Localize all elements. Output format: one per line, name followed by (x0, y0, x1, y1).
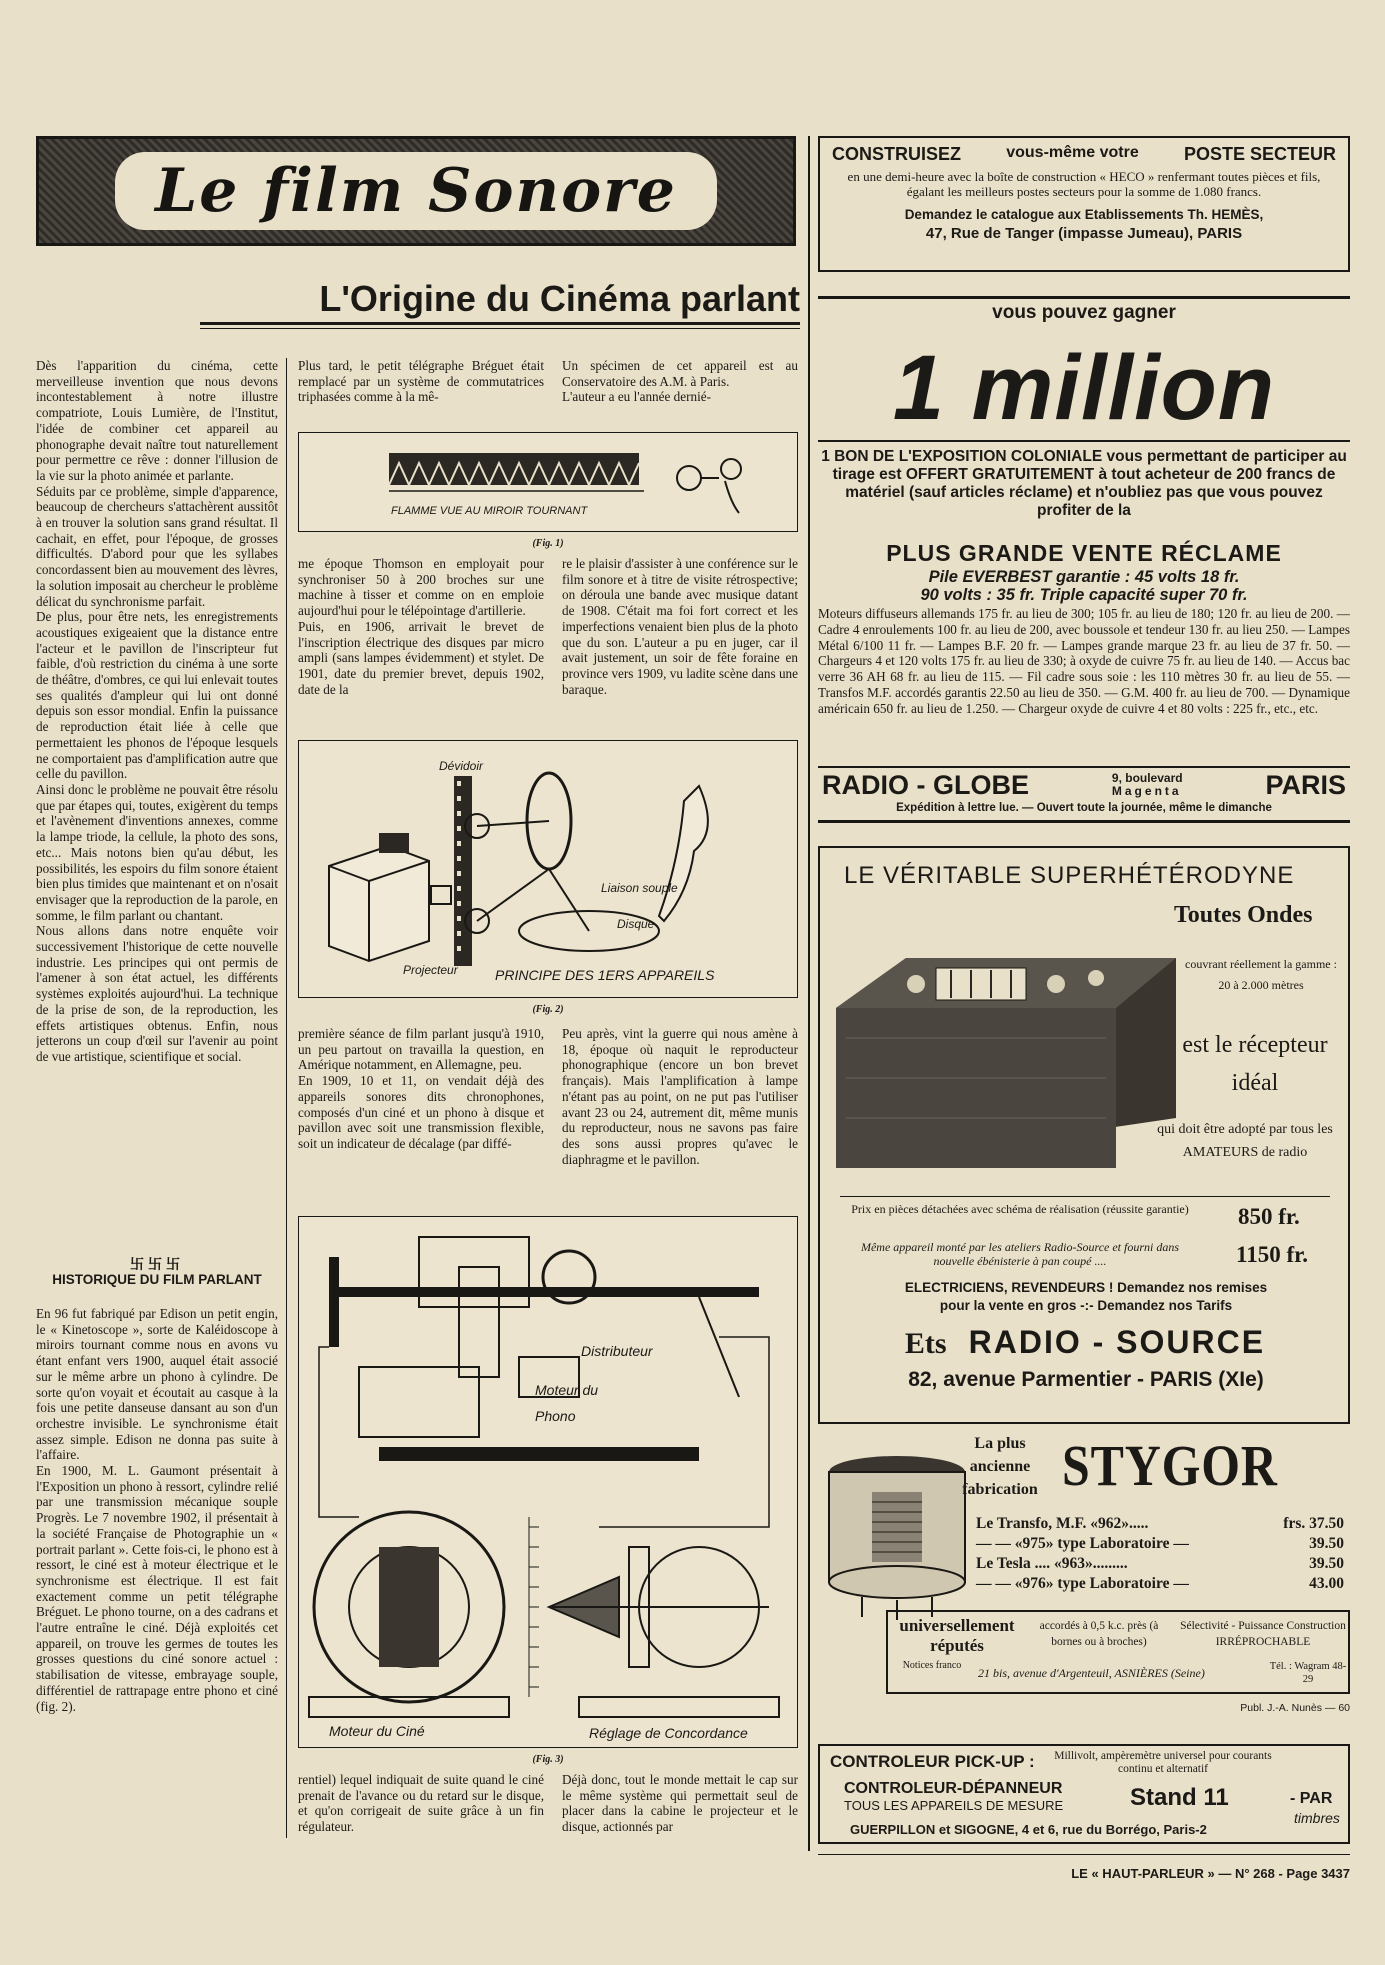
fig2-label-devidoir: Dévidoir (439, 759, 484, 773)
globe-address-top: 9, boulevard (1111, 771, 1183, 785)
globe-city: PARIS (1265, 769, 1346, 800)
source-brand: RADIO - SOURCE (968, 1324, 1266, 1360)
stygor-row (976, 1534, 1344, 1554)
title-rule (200, 322, 800, 325)
stygor-notices: Notices franco (902, 1660, 962, 1671)
stygor-la-plus: La plus ancienne fabrication (962, 1435, 1038, 1498)
source-kit-desc: Prix en pièces détachées avec schéma de réalisation (réussite garantie) (851, 1202, 1189, 1216)
article-col1-part2: En 96 fut fabriqué par Edison un petit engin, le « Kinetoscope », sorte de Kaléidoscope à miroirs tournant comme nous en avons vu étant enfant vers 1900, auquel était associé sur le même arbre un phono à cylindre. De sorte qu'on voyait et écoutait au casque à la fois une petite danseuse dansant au son d'un orchestre invisible. Le synchronisme était assez simple. Edison ne donna pas suite à l'affaire. En 1900, M. L. Gaumont présentait à l'Exposition un phono à ressort, cylindre relié par une transmission mécanique souple Progrès. Le 7 novembre 1902, il présentait à la société Française de Photographie un « portrait parlant ». Cette fois-ci, le phono est à ressort, le ciné est à moteur électrique et le synchronisme est électrique. Il est fait exactement comme un petit télégraphe Bréguet. Le phono tourne, on a des cadrans et l'autre entraîne le ciné. Déjà exploités cet appareil, on trouve les germes de toutes les grosses questions du ciné sonore actuel : stabilisation de vitesse, embrayage souple, différentiel de rattrapage entre phono et ciné (fig. 2). (36, 1306, 278, 1714)
fig2-drawing (299, 741, 799, 999)
source-address: 82, avenue Parmentier - PARIS (XIe) (908, 1368, 1264, 1391)
guerpillon-cut-par: - PAR (1290, 1790, 1333, 1807)
article-title: L'Origine du Cinéma parlant (319, 278, 800, 319)
article-col3-top: Un spécimen de cet appareil est au Conservatoire des A.M. à Paris. L'auteur a eu l'année dernié- (562, 358, 798, 405)
stygor-row-price: 37.50 (1309, 1515, 1344, 1532)
article-col2-mid: me époque Thomson en employait pour synchroniser 50 à 200 broches sur une machine à tisser et comme on en emploie aujourd'hui pour le télépointage d'artillerie. Puis, en 1906, arrivait le brevet de l'inscription électrique des disques par micro ampli (sans lampes évidemment) et stylet. De 1901, date du premier brevet, depuis 1902, date de la (298, 556, 544, 697)
guerpillon-stand: Stand 11 (1130, 1784, 1229, 1811)
source-rule (840, 1196, 1330, 1197)
heco-address: 47, Rue de Tanger (impasse Jumeau), PARIS (925, 225, 1243, 242)
stygor-univ: universellement réputés (899, 1616, 1015, 1655)
heco-catalog: Demandez le catalogue aux Etablissements Th. HEMÈS, (904, 207, 1264, 222)
page-divider (808, 136, 810, 1851)
stygor-row-price: 43.00 (1309, 1575, 1344, 1592)
stygor-brand: STYGOR (1062, 1433, 1278, 1498)
stygor-row-label: Le Transfo, M.F. «962»..... (976, 1515, 1149, 1532)
fig3-label-moteur-cine: Moteur du Ciné (329, 1723, 425, 1739)
stygor-row-label: Le Tesla .... «963»......... (976, 1555, 1128, 1572)
article-col2-top: Plus tard, le petit télégraphe Bréguet était remplacé par un système de commutatrices triphasées comme à la mê- (298, 358, 544, 405)
fig2-label-liaison: Liaison souple (601, 881, 678, 895)
source-adopte: qui doit être adopté par tous les AMATEURS de radio (1157, 1122, 1333, 1160)
stygor-tel: Tél. : Wagram 48-29 (1269, 1661, 1347, 1685)
page-footer: LE « HAUT-PARLEUR » — N° 268 - Page 3437 (1071, 1866, 1350, 1881)
section-logo: Le film Sonore (115, 152, 717, 230)
fig3-label-moteur-phono: Moteur du Phono (535, 1382, 599, 1424)
stygor-row-label: — — «976» type Laboratoire — (976, 1575, 1189, 1592)
fig1-caption: (Fig. 1) (532, 538, 564, 549)
heco-construisez: CONSTRUISEZ (832, 144, 962, 164)
stygor-row-label: — — «975» type Laboratoire — (976, 1535, 1189, 1552)
globe-rule-top (818, 296, 1350, 299)
globe-name: RADIO - GLOBE (822, 769, 1029, 800)
article-col2-low: première séance de film parlant jusqu'à 1910, un peu partout on travailla la question, en Amérique notamment, en Allemagne, peu. En 1909, 10 et 11, on vendait déjà des appareils sonores dits chronophones, composés d'un ciné et un phono à disque et pavillon avec soit une transmission flexible, soit un indicateur de décalage (par diffé- (298, 1026, 544, 1151)
source-built-price: 1150 fr. (1236, 1242, 1308, 1267)
stygor-row-price: 39.50 (1309, 1555, 1344, 1572)
stygor-row (976, 1554, 1344, 1574)
separator: 卐卐卐 (130, 1258, 184, 1273)
globe-headline: 1 million (892, 337, 1276, 439)
globe-vente: PLUS GRANDE VENTE RÉCLAME (886, 540, 1282, 566)
fig2-label-principe: PRINCIPE DES 1ERS APPAREILS (495, 967, 715, 983)
source-resellers-2: pour la vente en gros -:- Demandez nos Tarifs (939, 1298, 1233, 1313)
guerpillon-depanneur: CONTROLEUR-DÉPANNEUR (844, 1780, 1063, 1797)
article-col3-low: Peu après, vint la guerre qui nous amène à 18, époque où naquit le reproducteur phonographique (encore un bon brevet français). Mais l'amplification à lampe n'étant pas au point, on ne put pas l'utiliser avant 23 ou 24, autrement dit, même munis du reproducteur, nous ne savons pas faire des sons aussi propres qu'avec le diaphragme et le pavillon. (562, 1026, 798, 1167)
section-banner (36, 136, 796, 246)
fig3-drawing (299, 1217, 799, 1749)
heco-body: en une demi-heure avec la boîte de construction « HECO » renfermant toutes pièces et fils, égalant les meilleurs postes secteurs pour la somme de 1.080 francs. (847, 169, 1321, 199)
guerpillon-cut-timbres: timbres (1294, 1810, 1340, 1826)
source-ondes: Toutes Ondes (1174, 902, 1313, 928)
globe-address-bot: Magenta (1111, 784, 1182, 798)
globe-rule-2 (818, 440, 1350, 442)
source-recepteur: est le récepteur idéal (1182, 1032, 1328, 1096)
stygor-accords: accordés à 0,5 k.c. près (à bornes ou à broches) (1039, 1620, 1159, 1648)
stygor-row (976, 1514, 1344, 1534)
column-divider (286, 358, 287, 1838)
source-brand-row (840, 1324, 1330, 1361)
fig3-label-distributeur: Distributeur (581, 1343, 653, 1359)
fig2-label-projecteur: Projecteur (403, 963, 458, 977)
fig1-label: FLAMME VUE AU MIROIR TOURNANT (391, 505, 588, 517)
figure-3 (298, 1216, 798, 1748)
fig3-caption: (Fig. 3) (532, 1754, 564, 1765)
fig1-drawing (299, 433, 799, 533)
source-couvrant: couvrant réellement la gamme : 20 à 2.000 mètres (1185, 957, 1337, 992)
ad-stygor (818, 1432, 1350, 1692)
article-col3-mid: re le plaisir d'assister à une conférence sur le film sonore et à titre de visite rétrospective; on déroula une bande avec musique datant de 1908. C'était ma foi fort correct et les imperfections venaient bien plus de la photo que du son. L'auteur a pu en juger, car il avait justement, un soir de fête foraine en province vers 1909, vu ladite scène dans une baraque. (562, 556, 798, 697)
globe-footer: Expédition à lettre lue. — Ouvert toute la journée, même le dimanche (896, 802, 1272, 814)
guerpillon-appareils: TOUS LES APPAREILS DE MESURE (844, 1798, 1064, 1813)
guerpillon-desc: Millivolt, ampèremètre universel pour courants continu et alternatif (1054, 1750, 1272, 1775)
stygor-price-list (976, 1514, 1344, 1594)
heco-poste: POSTE SECTEUR (1183, 144, 1336, 164)
article-col2-bottom: rentiel) lequel indiquait de suite quand le ciné prenait de l'avance ou du retard sur le disque, et qu'on corrigeait de suite grâce à un fin régulateur. (298, 1772, 544, 1835)
stygor-publ: Publ. J.-A. Nunès — 60 (1240, 1702, 1350, 1714)
globe-bon: 1 BON DE L'EXPOSITION COLONIALE vous permettant de participer au tirage est OFFERT GRATUITEMENT à tout acheteur de 200 francs de matériel (sauf articles réclame) et n'oubliez pas que vous pouvez profiter de la (821, 448, 1347, 519)
ad-heco (818, 136, 1350, 272)
heco-vous-meme: vous-même votre (1006, 144, 1139, 161)
stygor-address: 21 bis, avenue d'Argenteuil, ASNIÈRES (Seine) (978, 1666, 1205, 1680)
article-col1-part1: Dès l'apparition du cinéma, cette merveilleuse invention que nous devons incontestablement à notre illustre compatriote, Louis Lumière, de l'Institut, l'idée de combiner cet appareil au phonographe devait naître tout naturellement pour permettre ce rêve : donner l'illusion de la vie sur la photo animée et parlante. Séduits par ce problème, simple d'apparence, beaucoup de chercheurs s'attachèrent aussitôt à en trouver la solution sans grand résultat. Il cachait, en effet, pour l'époque, de grosses difficultés. D'abord pour que les syllabes concordassent bien au mouvement des lèvres, la solution imposait au chercheur le problème délicat du synchronisme parfait. De plus, pour être nets, les enregistrements acoustiques exigeaient que la distance entre l'acteur et le pavillon de l'inscripteur fut faible, d'où restriction du cinéma à une sorte de théâtre, d'ombres, ce qui lui enlevait toutes ses qualités d'ampleur qui lui ont donné depuis son essor mondial. Enfin la puissance de reproduction était liée à celle que permettaient les phonos de l'époque lesquels ne comportaient pas d'amplification autre que celle du pavillon. Ainsi donc le problème ne pouvait être résolu que par étapes qui, toutes, exigèrent du temps et l'avènement d'inventions annexes, comme la lampe triode, la cellule, la photo des sons, etc... Mais notons bien qu'au début, les possibilités, les espoirs du film sonore étaient bien plus timides que maintenant et on n'osait envisager que la reproduction de la parole, en somme, le film parlant ou chantant. Nous allons dans notre enquête voir successivement l'historique de cette nouvelle industrie. Les principes qui ont permis de l'amener à son état actuel, les différents systèmes exploités aujourd'hui. La technique de la prise de son, de la reproduction, les effets artistiques obtenus. Enfin, nous jetterons un coup d'œil sur l'avenir au point de vue artistique, scientifique et social. (36, 358, 278, 1064)
fig2-label-disque: Disque (617, 917, 655, 931)
figure-1 (298, 432, 798, 532)
source-resellers-1: ELECTRICIENS, REVENDEURS ! Demandez nos remises (904, 1280, 1268, 1295)
source-kit-price: 850 fr. (1238, 1204, 1300, 1229)
globe-pile1: Pile EVERBEST garantie : 45 volts 18 fr. (928, 568, 1240, 586)
source-title: LE VÉRITABLE SUPERHÉTÉRODYNE (844, 862, 1295, 889)
fig3-label-reglage: Réglage de Concordance (589, 1725, 748, 1741)
guerpillon-title: CONTROLEUR PICK-UP : (830, 1752, 1035, 1771)
globe-kicker: vous pouvez gagner (992, 302, 1176, 323)
col1-subhead: HISTORIQUE DU FILM PARLANT (52, 1272, 262, 1287)
globe-rule-bottom (818, 820, 1350, 823)
source-built-desc: Même appareil monté par les ateliers Radio-Source et fourni dans nouvelle ébénisterie à pan coupé .... (860, 1240, 1180, 1268)
fig2-caption: (Fig. 2) (532, 1004, 564, 1015)
stygor-row-price: 39.50 (1309, 1535, 1344, 1552)
stygor-info-box (886, 1610, 1350, 1694)
globe-address (1112, 772, 1183, 798)
stygor-row (976, 1574, 1344, 1594)
source-brand-prefix: Ets (904, 1327, 947, 1360)
guerpillon-company: GUERPILLON et SIGOGNE, 4 et 6, rue du Borrégo, Paris-2 (850, 1822, 1207, 1837)
globe-name-row (818, 770, 1350, 800)
figure-2 (298, 740, 798, 998)
ad-radio-source (818, 846, 1350, 1424)
stygor-row-suffix: frs. (1283, 1515, 1306, 1532)
article-col3-bottom: Déjà donc, tout le monde mettait le cap sur le même système qui permettait seul de placer dans la cabine le projecteur et le disque, actionnés par (562, 1772, 798, 1835)
title-rule-thin (200, 328, 800, 329)
ad-guerpillon (818, 1744, 1350, 1844)
globe-pile2: 90 volts : 35 fr. Triple capacité super 70 fr. (920, 586, 1248, 604)
stygor-select: Sélectivité - Puissance Construction IRRÉPROCHABLE (1180, 1620, 1346, 1648)
radio-set-image (826, 948, 1186, 1198)
footer-rule (818, 1854, 1350, 1855)
globe-list: Moteurs diffuseurs allemands 175 fr. au lieu de 300; 105 fr. au lieu de 180; 120 fr. au lieu de 200. — Cadre 4 enroulements 100 fr. au lieu de 200, avec boussole et tendeur 130 fr. au lieu 250. — Lampes Métal 6/100 11 fr. — Lampes B.F. 20 fr. — Lampes grande marque 23 fr. au lieu de 37 fr. 50. — Chargeurs 4 et 120 volts 175 fr. au lieu de 330; à oxyde de cuivre 75 fr. au lieu de 140. — Accus bac verre 36 AH 68 fr. au lieu de 115. — Fil cadre sous soie : les 110 mètres 30 fr. au lieu de 55. — Transfos M.F. accordés garantis 22.50 au lieu de 350. — G.M. 400 fr. au lieu de 700. — Dynamique américain 650 fr. au lieu de 1.250. — Chargeur oxyde de cuivre 4 et 80 volts : 225 fr., etc., etc. (818, 606, 1350, 716)
globe-rule-3 (818, 766, 1350, 768)
